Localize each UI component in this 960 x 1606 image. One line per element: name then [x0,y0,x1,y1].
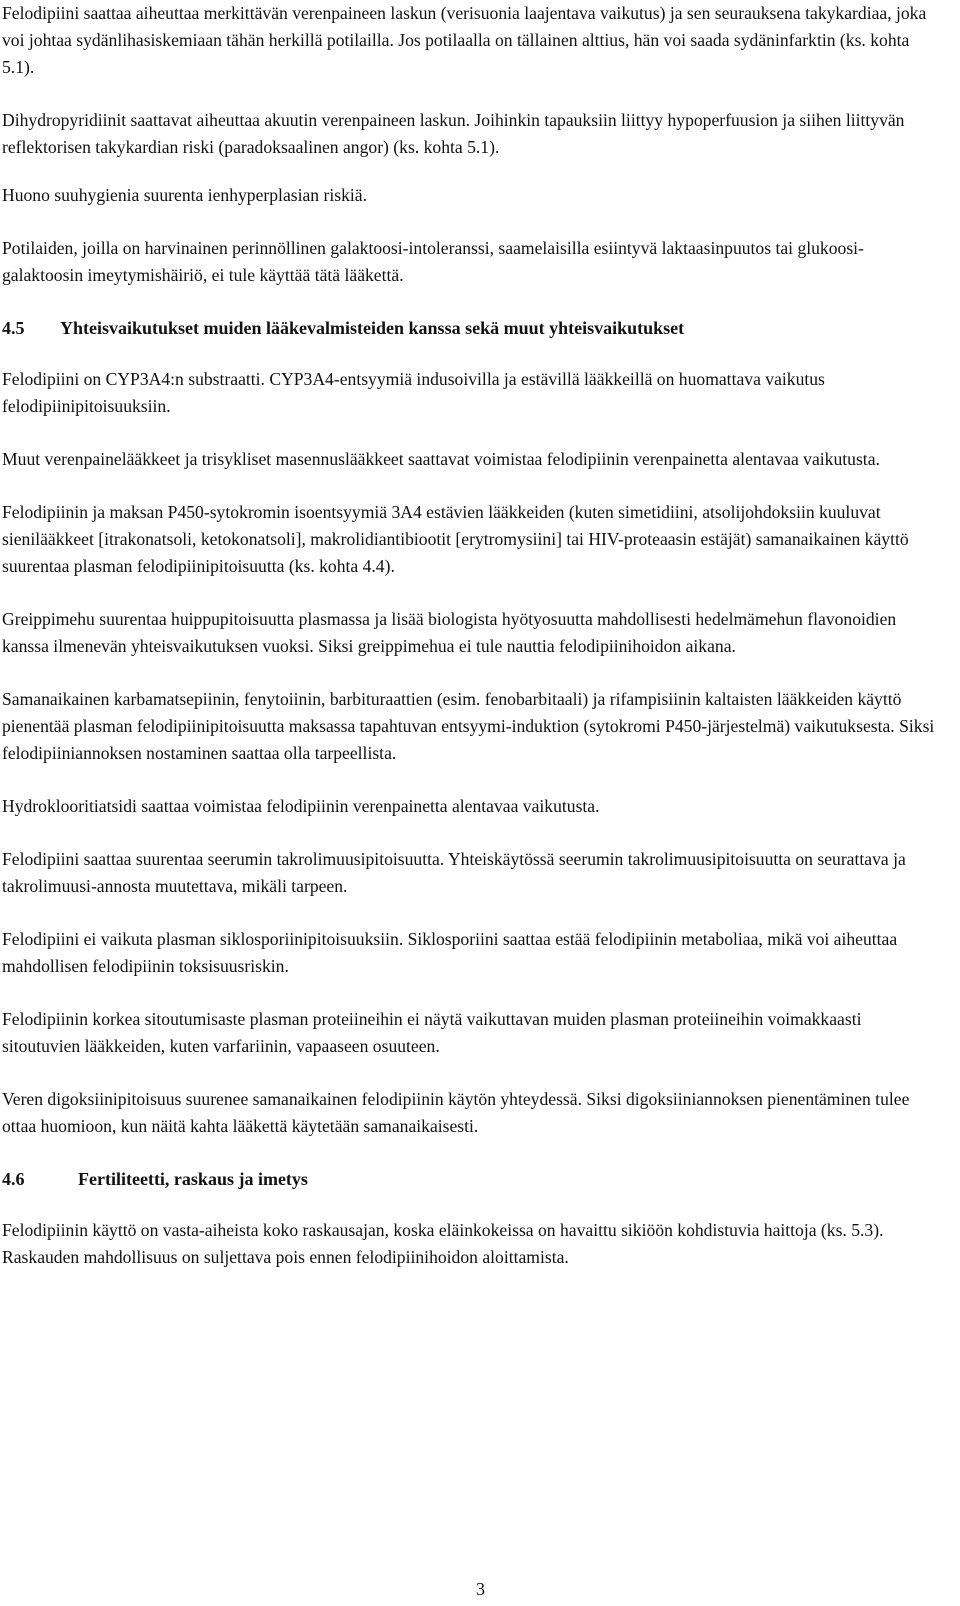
paragraph-hydrochlorothiazide: Hydroklooritiatsidi saattaa voimistaa felodipiinin verenpainetta alentavaa vaikutusta. [2,796,600,816]
section-title: Yhteisvaikutukset muiden lääkevalmisteiden kanssa sekä muut yhteisvaikutukset [60,318,685,338]
paragraph-cyp3a4-inhibitors: Felodipiinin ja maksan P450-sytokromin isoentsyymiä 3A4 estävien lääkkeiden (kuten simetidiini, atsolijohdoksiin kuuluvat sienilääkkeet [itrakonatsoli, ketokonatsoli], makrolidiantibiootit [erytromysiini] tai HIV-proteaasin estäjät) samanaikainen käyttö suurentaa plasman felodipiinipitoisuutta (ks. kohta 4.4). [2,502,909,576]
paragraph-tacrolimus: Felodipiini saattaa suurentaa seerumin takrolimuusipitoisuutta. Yhteiskäytössä seerumin takrolimuusipitoisuutta on seurattava ja takrolimuusi-annosta muutettava, mikäli tarpeen. [2,849,906,896]
paragraph-digoxin: Veren digoksiinipitoisuus suurenee samanaikainen felodipiinin käytön yhteydessä. Siksi digoksiiniannoksen pienentäminen tulee ottaa huomioon, kun näitä kahta lääkettä käytetään samanaikaisesti. [2,1089,910,1136]
paragraph-pregnancy: Felodipiinin käyttö on vasta-aiheista koko raskausajan, koska eläinkokeissa on havaittu sikiöön kohdistuvia haittoja (ks. 5.3). Raskauden mahdollisuus on suljettava pois ennen felodipiinihoidon aloittamista. [2,1220,884,1267]
paragraph-protein-binding: Felodipiinin korkea sitoutumisaste plasman proteiineihin ei näytä vaikuttavan muiden plasman proteiineihin voimakkaasti sitoutuvien lääkkeiden, kuten varfariinin, vapaaseen osuuteen. [2,1009,862,1056]
paragraph-antihypertensives: Muut verenpainelääkkeet ja trisykliset masennuslääkkeet saattavat voimistaa felodipiinin verenpainetta alentavaa vaikutusta. [2,449,880,469]
section-heading-4-5 [2,315,942,342]
paragraph-dihydropyridines: Dihydropyridiinit saattavat aiheuttaa akuutin verenpaineen laskun. Joihinkin tapauksiin liittyy hypoperfuusion ja siihen liittyvän reflektorisen takykardian riski (paradoksaalinen angor) (ks. kohta 5.1). [2,110,905,157]
paragraph-enzyme-inducers: Samanaikainen karbamatsepiinin, fenytoiinin, barbituraattien (esim. fenobarbitaali) ja rifampisiinin kaltaisten lääkkeiden käyttö pienentää plasman felodipiinipitoisuutta maksassa tapahtuvan entsyymi-induktion (sytokromi P450-järjestelmä) vaikutuksesta. Siksi felodipiiniannoksen nostaminen saattaa olla tarpeellista. [2,689,935,763]
section-number: 4.6 [2,1169,25,1189]
paragraph-cyclosporine: Felodipiini ei vaikuta plasman siklosporiinipitoisuuksiin. Siklosporiini saattaa estää felodipiinin metaboliaa, mikä voi aiheuttaa mahdollisen felodipiinin toksisuusriskin. [2,929,898,976]
paragraph-oral-hygiene: Huono suuhygienia suurenta ienhyperplasian riskiä. [2,185,367,205]
section-heading-4-6 [2,1166,942,1193]
paragraph-cyp3a4-substrate: Felodipiini on CYP3A4:n substraatti. CYP3A4-entsyymiä indusoivilla ja estävillä lääkkeillä on huomattava vaikutus felodipiinipitoisuuksiin. [2,369,825,416]
section-number: 4.5 [2,318,25,338]
paragraph-galactose-intolerance: Potilaiden, joilla on harvinainen perinnöllinen galaktoosi-intoleranssi, saamelaisilla esiintyvä laktaasinpuutos tai glukoosi-galaktoosin imeytymishäiriö, ei tule käyttää tätä lääkettä. [2,238,864,285]
section-title: Fertiliteetti, raskaus ja imetys [78,1169,308,1189]
paragraph-grapefruit-juice: Greippimehu suurentaa huippupitoisuutta plasmassa ja lisää biologista hyötyosuutta mahdollisesti hedelmämehun flavonoidien kanssa ilmenevän yhteisvaikutuksen vuoksi. Siksi greippimehua ei tule nauttia felodipiinihoidon aikana. [2,609,897,656]
page-number: 3 [476,1579,485,1599]
paragraph-hypotension-risk: Felodipiini saattaa aiheuttaa merkittävän verenpaineen laskun (verisuonia laajentava vaikutus) ja sen seurauksena takykardiaa, joka voi johtaa sydänlihasiskemiaan tähän herkillä potilailla. Jos potilaalla on tällainen alttius, hän voi saada sydäninfarktin (ks. kohta 5.1). [2,3,927,77]
